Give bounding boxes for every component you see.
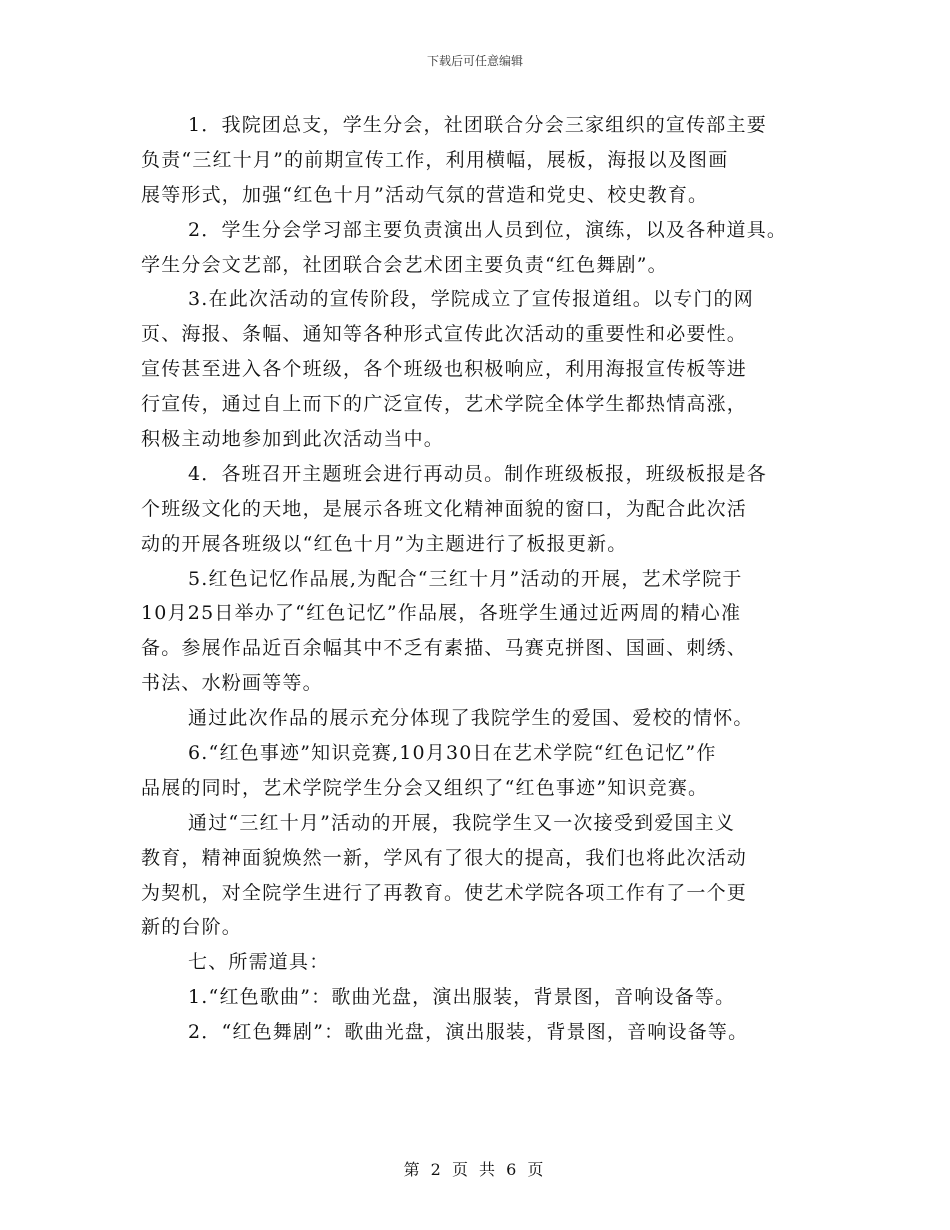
page-footer: 第 2 页 共 6 页 bbox=[403, 1160, 547, 1179]
text-line: 动的开展各班级以“红色十月”为主题进行了板报更新。 bbox=[141, 532, 628, 555]
text-line: 积极主动地参加到此次活动当中。 bbox=[141, 428, 445, 451]
page-header: 下载后可任意编辑 bbox=[426, 54, 523, 68]
text-line: 负责“三红十月”的前期宣传工作，利用横幅，展板，海报以及图画 bbox=[141, 148, 729, 171]
text-line: 1.“红色歌曲”：歌曲光盘，演出服装，背景图，音响设备等。 bbox=[188, 986, 736, 1009]
text-line: 新的台阶。 bbox=[141, 916, 243, 939]
text-line: 2．学生分会学习部主要负责演出人员到位，演练，以及各种道具。 bbox=[188, 218, 788, 241]
text-line: 1．我院团总支，学生分会，社团联合分会三家组织的宣传部主要 bbox=[188, 114, 767, 136]
text-line: 页、海报、条幅、通知等各种形式宣传此次活动的重要性和必要性。 bbox=[141, 323, 748, 346]
text-line: 3.在此次活动的宣传阶段，学院成立了宣传报道组。以专门的网 bbox=[188, 288, 754, 311]
text-line: 通过此次作品的展示充分体现了我院学生的爱国、爱校的情怀。 bbox=[188, 707, 754, 730]
text-line: 2．“红色舞剧”：歌曲光盘，演出服装，背景图，音响设备等。 bbox=[188, 1021, 749, 1044]
document-body bbox=[141, 108, 806, 1050]
text-line: 行宣传，通过自上而下的广泛宣传，艺术学院全体学生都热情高涨， bbox=[141, 393, 748, 416]
text-line: 10月25日举办了“红色记忆”作品展，各班学生通过近两周的精心准 bbox=[141, 602, 742, 625]
text-line: 4．各班召开主题班会进行再动员。制作班级板报，班级板报是各 bbox=[188, 462, 767, 485]
text-line: 学生分会文艺部，社团联合会艺术团主要负责“红色舞剧”。 bbox=[141, 253, 668, 276]
text-line: 通过“三红十月”活动的开展，我院学生又一次接受到爱国主义 bbox=[188, 811, 736, 834]
text-line: 教育，精神面貌焕然一新，学风有了很大的提高，我们也将此次活动 bbox=[141, 846, 748, 869]
text-line: 为契机，对全院学生进行了再教育。使艺术学院各项工作有了一个更 bbox=[141, 881, 748, 904]
text-line: 展等形式，加强“红色十月”活动气氛的营造和党史、校史教育。 bbox=[141, 183, 709, 206]
text-line: 6.“红色事迹”知识竞赛,10月30日在艺术学院“红色记忆”作 bbox=[188, 742, 717, 765]
text-line: 七、所需道具： bbox=[188, 951, 330, 974]
text-line: 个班级文化的天地，是展示各班文化精神面貌的窗口，为配合此次活 bbox=[141, 497, 748, 520]
text-line: 备。参展作品近百余幅其中不乏有素描、马赛克拼图、国画、刺绣、 bbox=[141, 637, 748, 660]
text-line: 书法、水粉画等等。 bbox=[141, 672, 323, 695]
text-line: 宣传甚至进入各个班级，各个班级也积极响应，利用海报宣传板等进 bbox=[141, 358, 748, 381]
text-line: 品展的同时，艺术学院学生分会又组织了“红色事迹”知识竞赛。 bbox=[141, 776, 709, 799]
text-line: 5.红色记忆作品展,为配合“三红十月”活动的开展，艺术学院于 bbox=[188, 567, 743, 590]
